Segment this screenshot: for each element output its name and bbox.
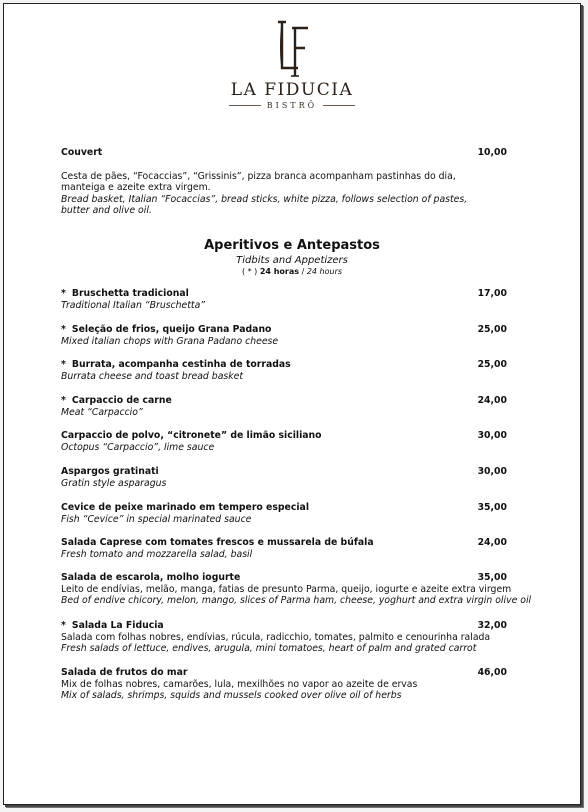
- item-description-en: Fresh salads of lettuce, endives, arugula, mini tomatoes, heart of palm and grated carrot: [61, 643, 477, 654]
- item-24h-marker: *: [61, 620, 66, 631]
- item-description-en: Gratin style asparagus: [61, 477, 167, 489]
- section-title: Aperitivos e Antepastos: [204, 238, 380, 253]
- logo-divider-right: [323, 105, 355, 106]
- item-name: Salada de frutos do mar: [61, 667, 188, 678]
- section-note: ( * ) 24 horas / 24 hours: [241, 267, 343, 276]
- item-name: * Carpaccio de carne: [61, 395, 172, 406]
- item-name: Salada de escarola, molho iogurte: [61, 572, 241, 583]
- menu-item: [61, 395, 507, 418]
- item-price: 17,00: [477, 288, 507, 299]
- menu-item-couvert: [61, 147, 507, 217]
- item-24h-marker: *: [61, 288, 66, 299]
- menu-item: [61, 537, 507, 560]
- item-24h-marker: *: [61, 324, 66, 335]
- item-description-en: Bed of endive chicory, melon, mango, slices of Parma ham, cheese, yoghurt and extra virgin olive oil: [61, 595, 532, 606]
- menu-item: [61, 667, 507, 702]
- item-name: * Salada La Fiducia: [61, 620, 164, 631]
- item-description-pt: Cesta de pães, “Focaccias”, “Grissinis”, pizza branca acompanham pastinhas do dia,: [61, 170, 456, 182]
- item-description-pt: manteiga e azeite extra virgem.: [61, 182, 211, 193]
- item-description-en: Fish “Cevice” in special marinated sauce: [61, 513, 252, 525]
- menu-item: [61, 324, 507, 347]
- item-price: 24,00: [477, 537, 507, 548]
- item-description-en: Bread basket, Italian “Focaccias”, bread sticks, white pizza, follows selection of pastes,: [61, 193, 468, 205]
- item-description-en: Mixed italian chops with Grana Padano cheese: [61, 335, 279, 347]
- item-description-pt: Salada com folhas nobres, endívias, rúcula, radicchio, tomates, palmito e cenourinha ralada: [61, 631, 491, 643]
- item-description-en: Traditional Italian “Bruschetta”: [61, 299, 206, 311]
- item-name: * Burrata, acompanha cestinha de torradas: [61, 359, 291, 370]
- menu-item: [61, 288, 507, 311]
- item-price: 25,00: [477, 324, 507, 335]
- item-price: 35,00: [477, 502, 507, 513]
- item-price: 30,00: [477, 466, 507, 477]
- item-name: Couvert: [61, 147, 103, 158]
- item-description-pt: Leito de endívias, melão, manga, fatias de presunto Parma, queijo, iogurte e azeite extra virgem: [61, 583, 512, 595]
- item-price: 32,00: [477, 620, 507, 631]
- item-description-en: Octopus “Carpaccio”, lime sauce: [61, 441, 215, 453]
- menu-item: [61, 430, 507, 453]
- item-description-pt: Mix de folhas nobres, camarões, lula, mexilhões no vapor ao azeite de ervas: [61, 678, 418, 690]
- item-name: Salada Caprese com tomates frescos e mussarela de búfala: [61, 537, 374, 548]
- item-name: * Bruschetta tradicional: [61, 288, 189, 299]
- item-price: 25,00: [477, 359, 507, 370]
- item-name: Cevice de peixe marinado em tempero especial: [61, 502, 310, 513]
- restaurant-subtitle: BISTRÔ: [266, 101, 318, 110]
- item-description-en: Meat “Carpaccio”: [61, 406, 143, 418]
- lf-monogram-icon: [264, 18, 320, 80]
- restaurant-logo: [4, 18, 580, 110]
- restaurant-name: LA FIDUCIA: [230, 80, 354, 100]
- item-price: 10,00: [477, 147, 507, 158]
- section-subtitle: Tidbits and Appetizers: [236, 255, 348, 266]
- section-header: [4, 238, 580, 277]
- item-price: 35,00: [477, 572, 507, 583]
- item-description-en: butter and olive oil.: [61, 205, 152, 216]
- item-price: 46,00: [477, 667, 507, 678]
- item-description-en: Mix of salads, shrimps, squids and mussels cooked over olive oil of herbs: [61, 690, 402, 701]
- menu-page: [3, 3, 581, 805]
- menu-item: [61, 359, 507, 382]
- menu-item: [61, 572, 532, 607]
- item-24h-marker: *: [61, 359, 66, 370]
- logo-divider-left: [229, 105, 261, 106]
- menu-item: [61, 620, 507, 655]
- item-24h-marker: *: [61, 395, 66, 406]
- item-price: 30,00: [477, 430, 507, 441]
- menu-item: [61, 502, 507, 525]
- item-name: Aspargos gratinati: [61, 466, 159, 477]
- menu-item: [61, 466, 507, 489]
- item-description-en: Burrata cheese and toast bread basket: [61, 370, 243, 382]
- item-price: 24,00: [477, 395, 507, 406]
- item-name: Carpaccio de polvo, “citronete” de limão siciliano: [61, 430, 322, 441]
- item-name: * Seleção de frios, queijo Grana Padano: [61, 324, 272, 335]
- item-description-en: Fresh tomato and mozzarella salad, basil: [61, 548, 253, 560]
